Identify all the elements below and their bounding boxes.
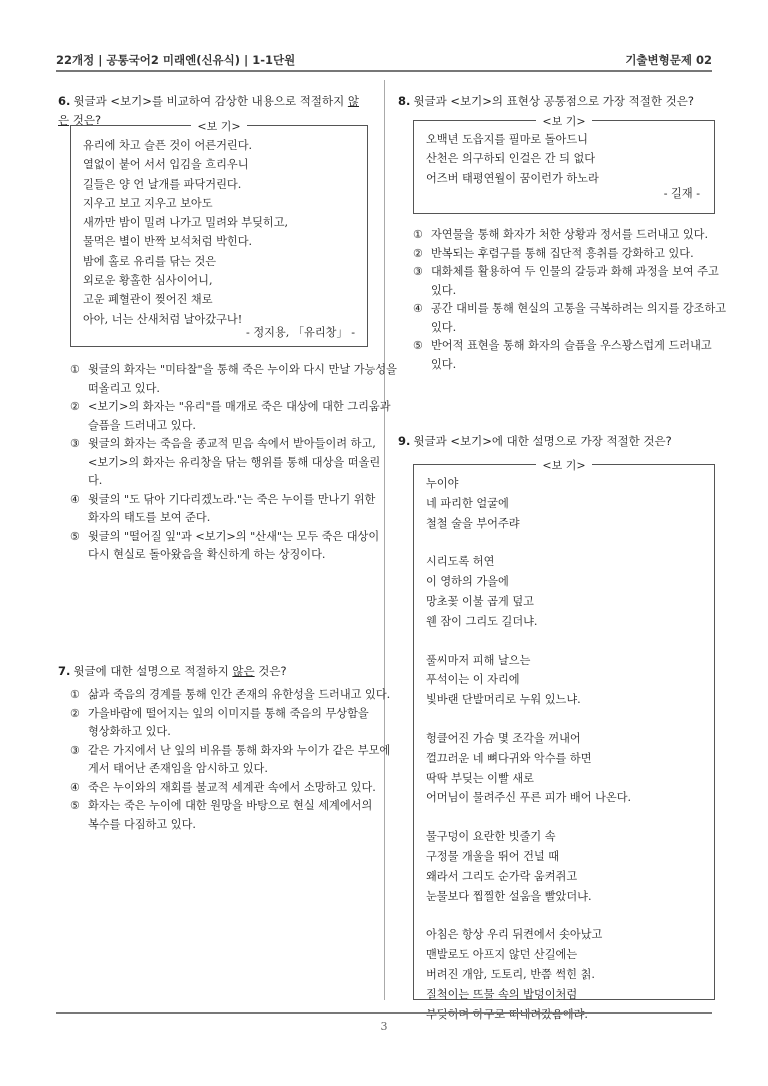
q9-bogi-label: <보 기> [536,459,591,472]
option-marker: ④ [70,780,81,794]
page-number: 3 [380,1020,388,1033]
option-text: 있다. [431,357,457,371]
poem-line: 웬 잠이 그리도 길더냐. [426,614,538,628]
poem-line: 어머님이 물려주신 푸른 피가 배어 나온다. [426,791,632,805]
poem-line: 아아, 너는 산새처럼 날아갔구나! [83,312,243,326]
page-header [56,48,712,70]
q9-stem: 9. 윗글과 <보기>에 대한 설명으로 가장 적절한 것은? [398,434,672,448]
poem-line: 푸석이는 이 자리에 [426,673,520,687]
poem-line: 눈물보다 찝찔한 설움을 빨았더냐. [426,889,592,903]
option-text: 반어적 표현을 통해 화자의 슬픔을 우스꽝스럽게 드러내고 [431,339,712,352]
poem-line: 빛바랜 단발머리로 누워 있느냐. [426,693,581,707]
answer-option-3[interactable] [70,435,381,491]
header-course: 22개정 | 공통국어2 미래엔(신유식) | 1-1단원 [56,53,296,67]
option-marker: ⑤ [70,799,81,812]
answer-option-4[interactable] [70,779,376,798]
q8-bogi-label: <보 기> [536,115,591,128]
stanza-gap [426,533,704,552]
question-8 [398,92,716,111]
q9-bogi-box [413,459,715,1021]
header-section: 기출변형문제 02 [625,53,712,67]
answer-option-2[interactable] [70,398,391,435]
option-text: 공간 대비를 통해 현실의 고통을 극복하려는 의지를 강조하고 [431,302,727,315]
option-text: 자연물을 통해 화자가 처한 상황과 정서를 드러내고 있다. [431,228,709,241]
question-7 [58,662,370,681]
option-text: <보기>의 화자는 "유리"를 매개로 죽은 대상에 대한 그리움과 [88,400,391,413]
poem-line: 밤에 홀로 유리를 닦는 것은 [83,254,217,268]
poem-line: 외로운 황홀한 심사이어니, [83,274,213,288]
option-text: 윗글의 화자는 "미타찰"을 통해 죽은 누이와 다시 만날 가능성을 [88,363,397,376]
option-marker: ② [413,246,424,260]
option-marker: ③ [70,437,81,450]
q8-poem [426,130,704,188]
option-marker: ② [70,706,81,720]
header-rule [56,70,712,72]
q6-options [70,361,397,565]
answer-option-1[interactable] [413,226,719,245]
option-marker: ⑤ [413,339,424,352]
poem-line: 물먹은 별이 반짝 보석처럼 박힌다. [83,235,253,249]
poem-line: 헝클어진 가슴 몇 조각을 꺼내어 [426,731,581,745]
q6-stem: 6. 윗글과 <보기>를 비교하여 감상한 내용으로 적절하지 않은 것은? [58,94,359,127]
option-text: 죽은 누이와의 재회를 불교적 세계관 속에서 소망하고 있다. [88,780,376,794]
q9-poem [426,474,704,1024]
option-marker: ① [413,228,424,241]
stanza-gap [426,906,704,925]
option-marker: ② [70,400,81,413]
stanza-gap [426,710,704,729]
poem-line: 고운 폐혈관이 찢어진 채로 [83,293,213,307]
poem-line: 구정물 개울을 뛰어 건널 때 [426,849,560,863]
poem-line: 부딪히며 하구로 떠내려갔음에랴. [426,1007,588,1021]
poem-line: 질척이는 뜨물 속의 밥덩이처럼 [426,987,578,1001]
q8-author: - 길재 - [663,187,700,200]
answer-option-5[interactable] [70,797,376,834]
option-text: 화자의 태도를 보여 준다. [88,511,211,524]
answer-option-5[interactable] [413,337,719,374]
answer-option-3[interactable] [70,742,391,779]
option-text: 형상화하고 있다. [88,725,171,738]
q8-bogi-box [413,115,715,214]
answer-option-5[interactable] [70,528,380,565]
option-marker: ③ [413,265,424,278]
answer-option-3[interactable] [413,263,719,300]
poem-line: 열없이 붙어 서서 입김을 흐리우니 [83,158,249,172]
answer-option-2[interactable] [413,245,719,264]
q6-author: - 정지용, 「유리창」 - [245,326,355,339]
option-text: 있다. [431,320,457,334]
stanza-gap [426,632,704,651]
poem-line: 지우고 보고 지우고 보아도 [83,196,213,210]
poem-line: 산천은 의구하되 인걸은 간 듸 없다 [426,152,596,166]
poem-line: 버려진 개암, 도토리, 반쯤 썩힌 칡. [426,967,595,981]
q7-stem: 7. 윗글에 대한 설명으로 적절하지 않은 것은? [58,664,287,678]
option-text: 다시 현실로 돌아왔음을 확신하게 하는 상징이다. [88,548,326,561]
answer-option-1[interactable] [70,686,391,705]
poem-line: 네 파리한 얼굴에 [426,496,509,510]
poem-line: 풀씨마저 피해 날으는 [426,653,531,667]
q6-bogi-box [70,120,368,347]
poem-line: 철철 술을 부어주랴 [426,516,520,530]
option-text: 슬픔을 드러내고 있다. [88,418,196,432]
answer-option-4[interactable] [70,491,376,528]
option-text: 떠올리고 있다. [88,381,160,395]
option-text: 다. [88,474,103,487]
poem-line: 이 영하의 가을에 [426,575,509,589]
poem-line: 망초꽃 이불 곱게 덮고 [426,594,534,608]
poem-line: 시리도록 허연 [426,555,495,569]
poem-line: 누이야 [426,477,459,490]
q6-bogi-label: <보 기> [191,120,246,133]
option-text: 삶과 죽음의 경계를 통해 인간 존재의 유한성을 드러내고 있다. [88,688,391,701]
answer-option-4[interactable] [413,300,727,337]
option-text: 같은 가지에서 난 잎의 비유를 통해 화자와 누이가 같은 부모에 [88,743,391,757]
option-text: 윗글의 "도 닦아 기다리겠노라."는 죽은 누이를 만나기 위한 [88,492,376,506]
option-text: 있다. [431,283,457,297]
poem-line: 딱딱 부딪는 이빨 새로 [426,771,534,785]
poem-line: 껄끄러운 네 뼈다귀와 악수를 하면 [426,751,592,765]
option-text: <보기>의 화자는 유리창을 닦는 행위를 통해 대상을 떠올린 [88,455,381,469]
option-text: 화자는 죽은 누이에 대한 원망을 바탕으로 현실 세계에서의 [88,799,373,812]
option-marker: ③ [70,743,81,757]
q7-options [70,686,391,834]
poem-line: 맨발로도 아프지 않던 산길에는 [426,948,578,962]
option-marker: ① [70,363,81,376]
poem-line: 오백년 도읍지를 필마로 돌아드니 [426,133,588,146]
answer-option-1[interactable] [70,361,397,398]
option-text: 게서 태어난 존재임을 암시하고 있다. [88,762,268,775]
q8-stem: 8. 윗글과 <보기>의 표현상 공통점으로 가장 적절한 것은? [398,94,694,108]
option-text: 대화체를 활용하여 두 인물의 갈등과 화해 과정을 보여 주고 [431,265,719,278]
q8-options [413,226,727,374]
poem-line: 어즈버 태평연월이 꿈이런가 하노라 [426,171,599,185]
stanza-gap [426,808,704,827]
option-text: 윗글의 화자는 죽음을 종교적 믿음 속에서 받아들이려 하고, [88,437,376,450]
answer-option-2[interactable] [70,705,376,742]
poem-line: 유리에 차고 슬픈 것이 어른거린다. [83,139,253,152]
option-marker: ④ [413,302,424,315]
poem-line: 새까만 밤이 밀려 나가고 밀려와 부딪히고, [83,216,289,230]
option-marker: ⑤ [70,529,81,543]
q6-poem [83,136,357,329]
poem-line: 길들은 양 언 날개를 파닥거린다. [83,177,242,191]
option-text: 윗글의 "떨어질 잎"과 <보기>의 "산새"는 모두 죽은 대상이 [88,529,380,543]
poem-line: 아침은 항상 우리 뒤켠에서 솟아났고 [426,928,603,942]
option-marker: ④ [70,492,81,506]
option-text: 반복되는 후렴구를 통해 집단적 흥취를 강화하고 있다. [431,246,694,260]
option-text: 복수를 다짐하고 있다. [88,817,196,831]
footer-rule [56,1012,712,1014]
question-9 [398,432,716,451]
poem-line: 왜라서 그리도 순가락 움켜쥐고 [426,869,578,883]
option-marker: ① [70,688,81,701]
poem-line: 물구덩이 요란한 빗줄기 속 [426,830,556,844]
option-text: 가을바람에 떨어지는 잎의 이미지를 통해 죽음의 무상함을 [88,706,369,720]
column-divider [384,80,385,1000]
